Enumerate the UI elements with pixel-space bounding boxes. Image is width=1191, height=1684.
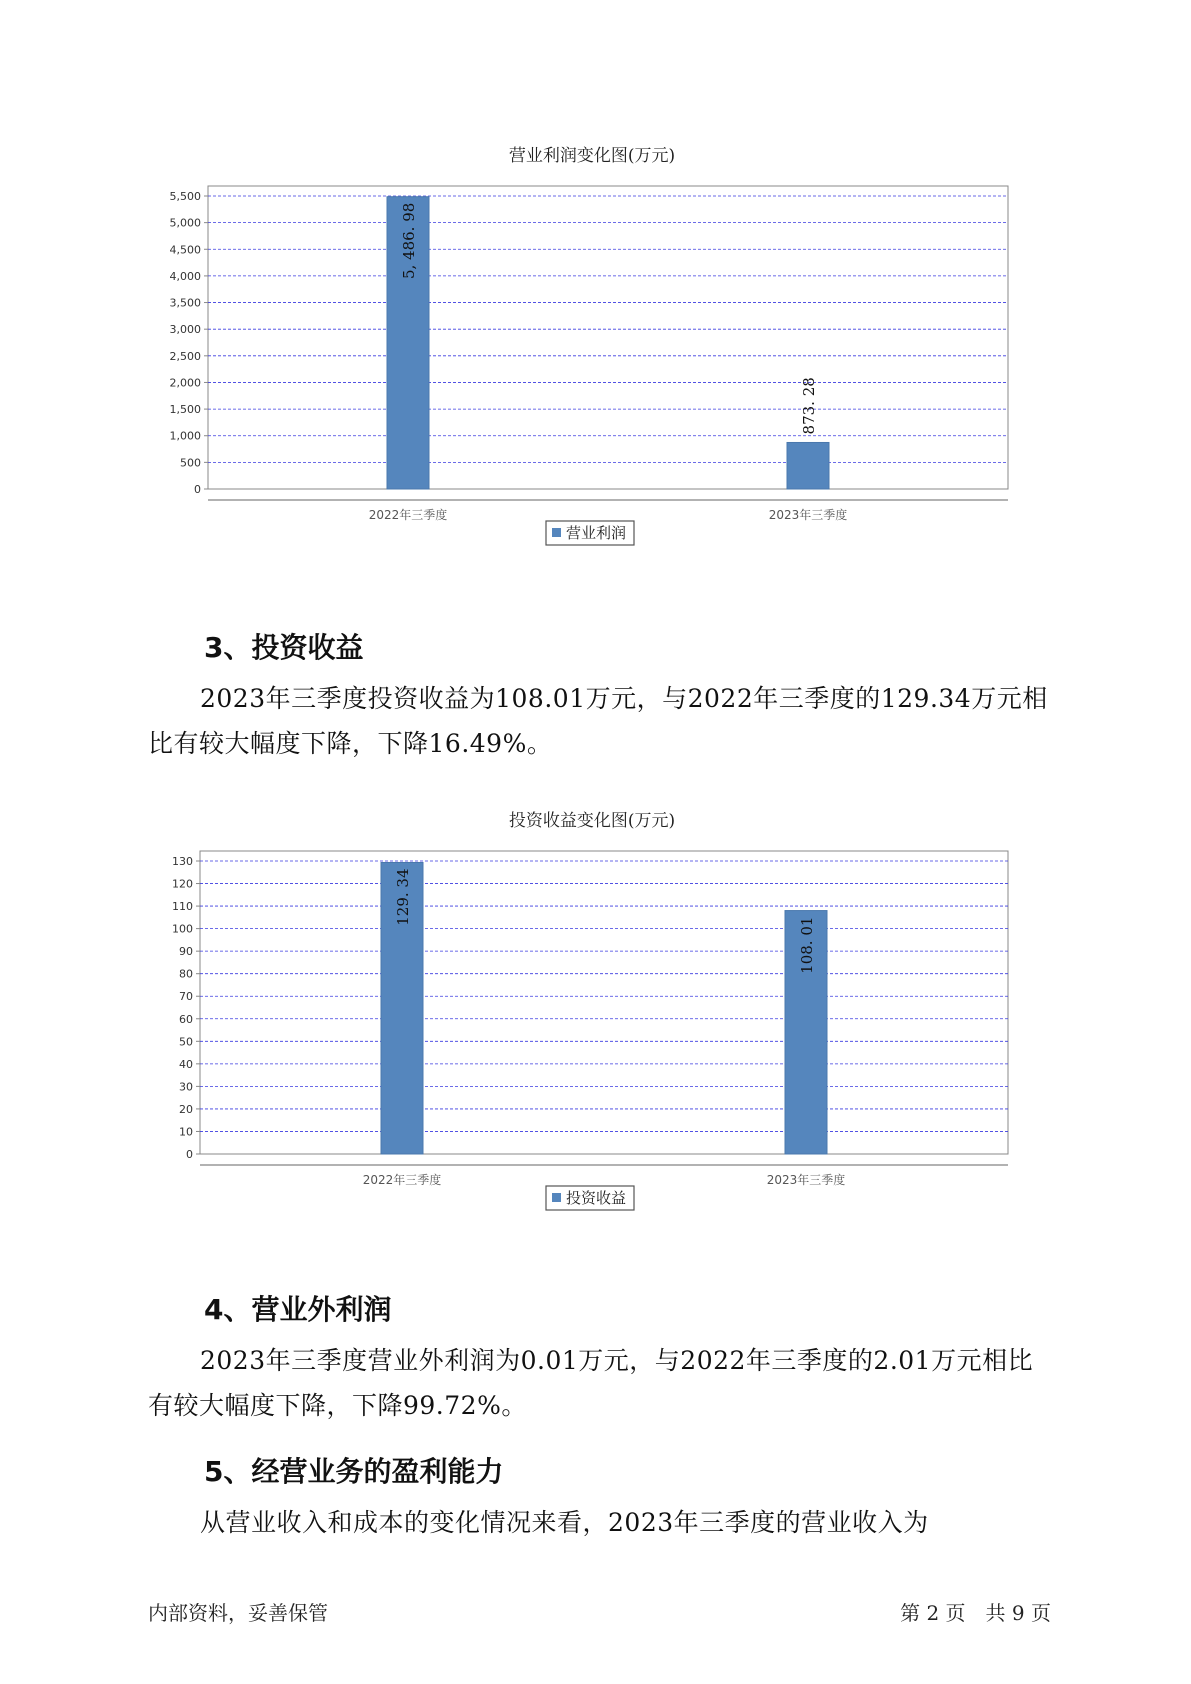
section-3-heading: 3、投资收益 <box>204 631 364 664</box>
y-tick-label: 60 <box>179 1012 193 1026</box>
y-tick-label: 5,500 <box>169 190 201 203</box>
chart-title: 营业利润变化图(万元) <box>508 146 676 166</box>
y-tick-label: 50 <box>179 1035 193 1049</box>
y-tick-label: 4,000 <box>169 269 201 283</box>
section-5-text: 从营业收入和成本的变化情况来看，2023年三季度的营业收入为 <box>200 1508 929 1537</box>
y-tick-label: 0 <box>194 483 201 496</box>
page-suffix: 页 <box>1031 1601 1051 1625</box>
y-tick-label: 100 <box>172 922 193 936</box>
chart-title: 投资收益变化图(万元) <box>508 811 676 831</box>
bar <box>787 442 829 489</box>
bar-value-label: 129. 34 <box>394 868 412 926</box>
operating-profit-chart-svg <box>150 135 1030 605</box>
y-tick-label: 3,500 <box>169 296 201 310</box>
y-tick-label: 80 <box>179 967 193 981</box>
y-tick-label: 10 <box>179 1125 193 1139</box>
footer-confidential-note: 内部资料，妥善保管 <box>148 1601 328 1625</box>
y-tick-label: 2,500 <box>169 349 201 363</box>
section-4-paragraph <box>148 1338 1048 1428</box>
page-total: 9 <box>1011 1601 1025 1625</box>
y-tick-label: 1,000 <box>169 429 201 443</box>
page-mid: 页 共 <box>945 1601 1006 1625</box>
investment-income-chart <box>150 800 1030 1270</box>
legend <box>546 521 634 545</box>
y-tick-label: 30 <box>179 1080 193 1094</box>
y-tick-label: 20 <box>179 1102 193 1116</box>
y-tick-label: 90 <box>179 945 193 959</box>
y-tick-label: 120 <box>172 877 193 891</box>
y-tick-label: 40 <box>179 1057 193 1071</box>
y-tick-label: 130 <box>172 855 193 868</box>
y-tick-label: 70 <box>179 990 193 1004</box>
y-tick-label: 0 <box>186 1148 193 1161</box>
y-tick-label: 3,000 <box>169 323 201 337</box>
legend-swatch <box>552 1193 561 1202</box>
legend-label: 投资收益 <box>566 1189 627 1207</box>
y-tick-label: 2,000 <box>169 376 201 390</box>
legend-label: 营业利润 <box>566 524 627 542</box>
bar-value-label: 5, 486. 98 <box>400 202 418 280</box>
bar-value-label: 108. 01 <box>798 916 816 974</box>
legend <box>546 1186 634 1210</box>
y-tick-label: 110 <box>172 900 193 914</box>
section-4-heading: 4、营业外利润 <box>204 1293 392 1326</box>
footer-page-number <box>900 1597 1051 1626</box>
bar-value-label: 873. 28 <box>800 377 818 435</box>
x-tick-label: 2023年三季度 <box>768 508 848 522</box>
y-tick-label: 5,000 <box>169 216 201 230</box>
section-5-heading: 5、经营业务的盈利能力 <box>204 1455 504 1488</box>
section-3-text: 2023年三季度投资收益为108.01万元，与2022年三季度的129.34万元相比有较大幅度下降，下降16.49%。 <box>148 684 1048 758</box>
section-5-paragraph <box>148 1500 1048 1545</box>
x-tick-label: 2023年三季度 <box>766 1173 846 1187</box>
investment-income-chart-svg <box>150 800 1030 1270</box>
section-3-paragraph <box>148 676 1048 766</box>
y-tick-label: 1,500 <box>169 403 201 417</box>
page-current: 2 <box>926 1601 940 1625</box>
x-tick-label: 2022年三季度 <box>362 1173 442 1187</box>
section-4-text: 2023年三季度营业外利润为0.01万元，与2022年三季度的2.01万元相比有较大幅度下降，下降99.72%。 <box>148 1346 1034 1420</box>
y-tick-label: 4,500 <box>169 243 201 257</box>
y-tick-label: 500 <box>180 456 201 470</box>
page-prefix: 第 <box>900 1601 921 1625</box>
x-tick-label: 2022年三季度 <box>368 508 448 522</box>
operating-profit-chart <box>150 135 1030 605</box>
plot-area <box>208 186 1008 489</box>
legend-swatch <box>552 528 561 537</box>
